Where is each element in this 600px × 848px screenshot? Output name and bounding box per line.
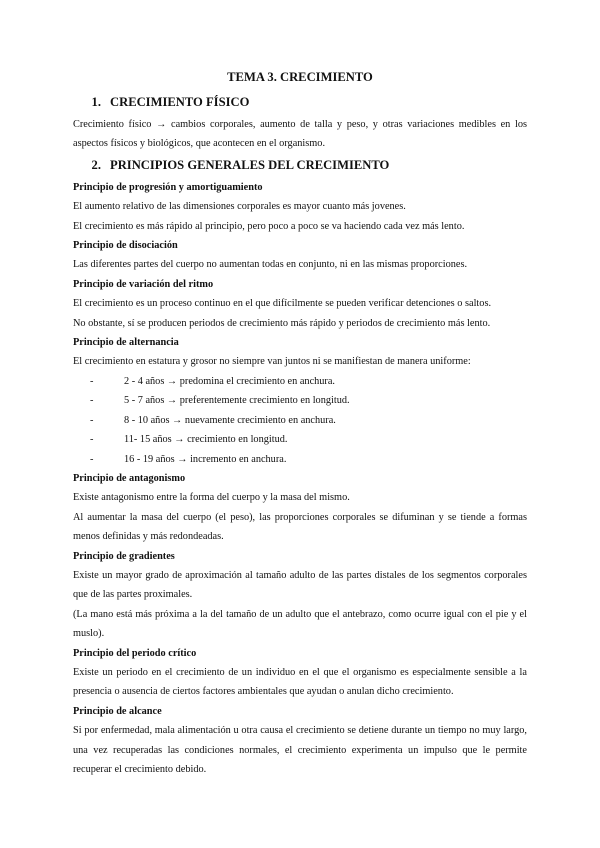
principle-heading: Principio del periodo crítico (73, 647, 197, 659)
section-heading-text: CRECIMIENTO FÍSICO (110, 95, 250, 109)
list-item-text: 8 - 10 años → nuevamente crecimiento en anchura. (124, 414, 336, 426)
list-item (73, 450, 527, 469)
list-item-text: 16 - 19 años → incremento en anchura. (124, 453, 287, 465)
section-number: 1. (91, 95, 101, 109)
list-dash: - (90, 395, 94, 407)
section-heading-2 (73, 157, 527, 174)
list-item-text: 5 - 7 años → preferentemente crecimiento en longitud. (124, 395, 350, 407)
principle-progresion (73, 178, 527, 236)
principle-line: El crecimiento es un proceso continuo en el que difícilmente se pueden verificar detenciones o saltos. (73, 298, 492, 310)
list-item (73, 430, 527, 449)
principle-line: El crecimiento en estatura y grosor no siempre van juntos ni se manifiestan de manera uniforme: (73, 356, 471, 368)
principle-heading: Principio de alcance (73, 705, 162, 717)
list-item (73, 411, 527, 430)
principle-heading: Principio de disociación (73, 240, 178, 252)
principle-line: Existe un mayor grado de aproximación al tamaño adulto de las partes distales de los segmentos corporales que de las partes proximales. (73, 569, 527, 601)
principle-heading: Principio de antagonismo (73, 472, 186, 484)
section-heading-text: PRINCIPIOS GENERALES DEL CRECIMIENTO (110, 157, 390, 172)
principle-gradientes (73, 547, 527, 644)
principle-heading: Principio de variación del ritmo (73, 278, 214, 290)
list-dash: - (90, 414, 94, 426)
document-title: TEMA 3. CRECIMIENTO (227, 70, 373, 84)
principle-heading: Principio de progresión y amortiguamiento (73, 181, 263, 193)
principle-line: Existe un periodo en el crecimiento de un individuo en el que el organismo es especialmente sensible a la presencia o ausencia de ciertos factores ambientales que ayudan o anulan dicho crecimiento. (73, 666, 527, 698)
list-dash: - (90, 434, 94, 446)
principle-heading: Principio de alternancia (73, 337, 179, 349)
principle-line: No obstante, sí se producen periodos de crecimiento más rápido y periodos de crecimiento más lento. (73, 317, 491, 329)
principle-antagonismo (73, 469, 527, 547)
principle-alternancia (73, 333, 527, 469)
principle-line: Si por enfermedad, mala alimentación u otra causa el crecimiento se detiene durante un tiempo no muy largo, una vez recuperadas las condiciones normales, el crecimiento experimenta un impulso que le permite recuperar el crecimiento debido. (73, 725, 527, 775)
document-body (73, 68, 527, 779)
principle-line: Existe antagonismo entre la forma del cuerpo y la masa del mismo. (73, 492, 350, 504)
list-item (73, 391, 527, 410)
list-dash: - (90, 453, 94, 465)
principle-alcance (73, 702, 527, 780)
list-item-text: 2 - 4 años → predomina el crecimiento en anchura. (124, 375, 336, 387)
list-dash: - (90, 375, 94, 387)
principle-variacion-ritmo (73, 275, 527, 333)
principle-line: El aumento relativo de las dimensiones corporales es mayor cuanto más jovenes. (73, 201, 406, 213)
principle-line: Al aumentar la masa del cuerpo (el peso), las proporciones corporales se difuminan y se tiende a formas menos definidas y más redondeadas. (73, 511, 527, 543)
section-heading-1 (73, 94, 527, 111)
principle-disociacion (73, 236, 527, 275)
principle-line: (La mano está más próxima a la del tamaño de un adulto que el antebrazo, como ocurre igual con el pie y el muslo). (73, 608, 527, 640)
principle-line: El crecimiento es más rápido al principio, pero poco a poco se va haciendo cada vez más lento. (73, 220, 465, 232)
section-1-paragraph: Crecimiento físico → cambios corporales, aumento de talla y peso, y otras variaciones medibles en los aspectos físicos y biológicos, que acontecen en el organismo. (73, 119, 527, 150)
age-list (73, 372, 527, 469)
principle-periodo-critico (73, 644, 527, 702)
list-item (73, 372, 527, 391)
principle-line: Las diferentes partes del cuerpo no aumentan todas en conjunto, ni en las mismas proporciones. (73, 259, 468, 271)
section-number: 2. (91, 157, 101, 172)
list-item-text: 11- 15 años → crecimiento en longitud. (124, 434, 288, 446)
principle-heading: Principio de gradientes (73, 550, 175, 562)
